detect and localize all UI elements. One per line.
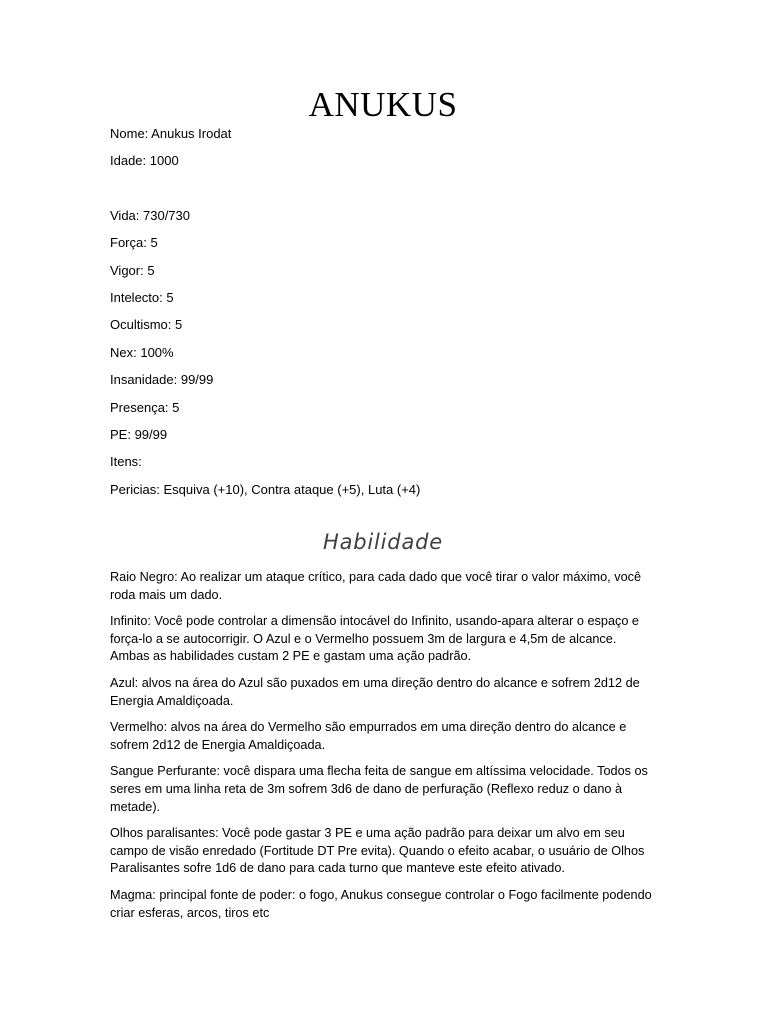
ability-olhos-paralisantes: Olhos paralisantes: Você pode gastar 3 PE e uma ação padrão para deixar um alvo em seu campo de visão enredado (Fortitude DT Pre evita). Quando o efeito acabar, o usuário de Olhos Paralisantes sofre 1d6 de dano para cada turno que manteve este efeito ativado. [110,826,645,876]
stat-occultism: Ocultismo: 5 [110,317,183,333]
ability-magma: Magma: principal fonte de poder: o fogo, Anukus consegue controlar o Fogo facilmente podendo criar esferas, arcos, tiros etc [110,887,652,920]
stat-items: Itens: [110,454,142,470]
character-stats [110,123,670,506]
stat-skills: Pericias: Esquiva (+10), Contra ataque (+5), Luta (+4) [110,481,421,497]
section-heading: Habilidade [323,530,443,554]
stat-intellect: Intelecto: 5 [110,289,174,305]
ability-azul: Azul: alvos na área do Azul são puxados em uma direção dentro do alcance e sofrem 2d12 de Energia Amaldiçoada. [110,675,640,708]
stat-name: Nome: Anukus Irodat [110,126,232,141]
stat-nex: Nex: 100% [110,344,174,360]
ability-vermelho: Vermelho: alvos na área do Vermelho são empurrados em uma direção dentro do alcance e sofrem 2d12 de Energia Amaldiçoada. [110,720,627,752]
stat-strength: Força: 5 [110,235,158,251]
ability-raio-negro: Raio Negro: Ao realizar um ataque crítico, para cada dado que você tirar o valor máximo, você roda mais um dado. [110,570,642,602]
document-title: ANUKUS [308,85,458,124]
ability-infinito: Infinito: Você pode controlar a dimensão intocável do Infinito, usando-apara alterar o espaço e força-lo a se autocorrigir. O Azul e o Vermelho possuem 3m de largura e 4,5m de alcance. Ambas as habilidades custam 2 PE e gastam uma ação padrão. [110,614,639,664]
stat-life: Vida: 730/730 [110,207,190,223]
stat-presence: Presença: 5 [110,399,180,415]
stat-vigor: Vigor: 5 [110,262,155,278]
ability-sangue-perfurante: Sangue Perfurante: você dispara uma flecha feita de sangue em altíssima velocidade. Todos os seres em uma linha reta de 3m sofrem 3d6 de dano de perfuração (Reflexo reduz o dano à metade). [110,764,648,814]
blank-line [110,178,670,205]
abilities-list [110,569,658,931]
stat-insanity: Insanidade: 99/99 [110,372,214,388]
stat-age: Idade: 1000 [110,153,179,169]
stat-pe: PE: 99/99 [110,426,168,442]
